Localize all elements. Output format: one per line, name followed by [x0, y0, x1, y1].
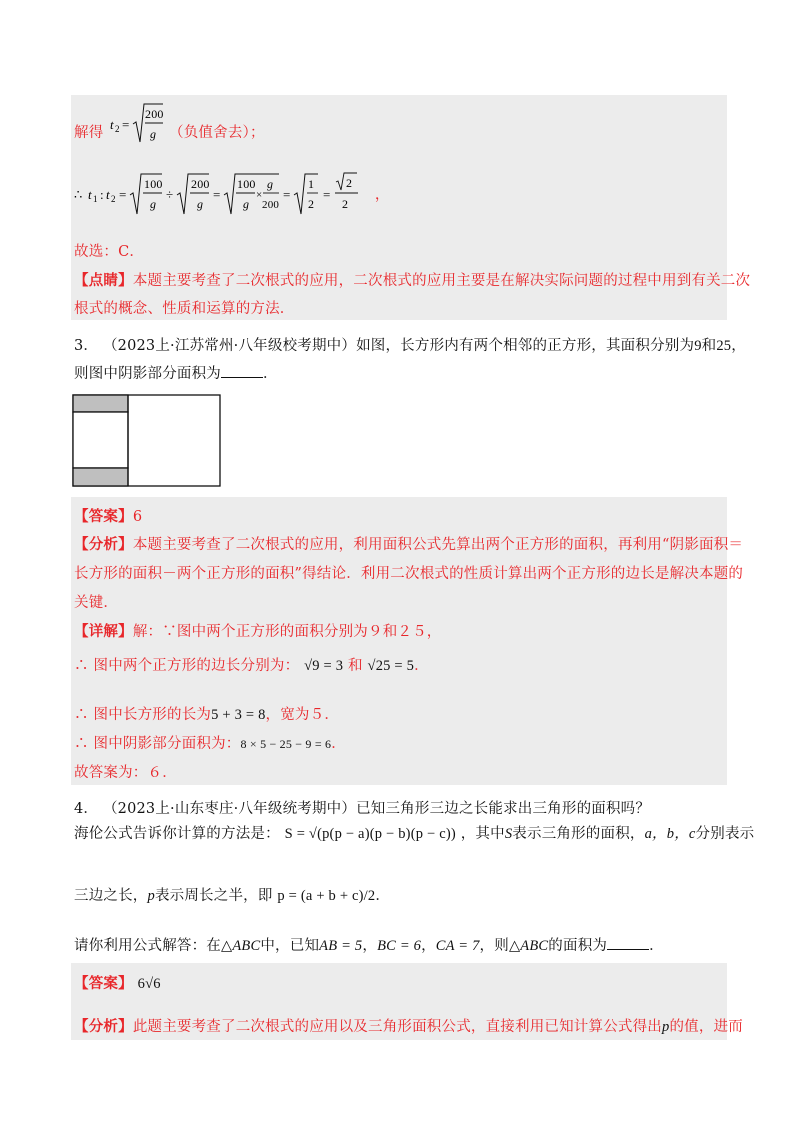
ratio-line	[74, 170, 390, 220]
svg-text:100: 100	[144, 177, 163, 191]
svg-text:g: g	[150, 197, 157, 211]
q4-line4-mid2: ，则	[479, 938, 509, 954]
q4-line3-prefix: 三边之长，	[74, 888, 148, 904]
q4-stem: 已知三角形三边之长能求出三角形的面积吗？	[356, 801, 651, 817]
q3-detail-end: ．	[414, 658, 429, 674]
q4-answer-formula: 6√6	[137, 976, 161, 992]
q3-analysis-line-1	[74, 533, 743, 554]
q4-line3-end: ．	[375, 888, 391, 904]
q3-detail-line-2	[74, 654, 429, 675]
q4-analysis-p: p	[662, 1019, 670, 1035]
sqrt9-formula: √9 = 3	[304, 658, 344, 674]
t2-formula	[108, 102, 164, 148]
q3-detail-text-1: 解：∵图中两个正方形的面积分别为９和２５，	[132, 624, 442, 640]
q4-stem-line-4	[74, 934, 664, 955]
q3-analysis-text-1: 本题主要考查了二次根式的应用，利用面积公式先算出两个正方形的面积，再利用“阴影面积＝	[132, 537, 744, 553]
svg-text:t: t	[106, 187, 110, 202]
svg-text:100: 100	[237, 177, 256, 191]
q3-analysis-line-3: 关键．	[74, 595, 119, 611]
q3-question: 则图中阴影部分面积为	[74, 366, 221, 382]
svg-text:g: g	[197, 197, 204, 211]
svg-text:2: 2	[111, 194, 116, 204]
q3-stem-end: ，	[731, 338, 746, 354]
q4-S: S	[504, 826, 513, 842]
q3-detail-line-4	[74, 732, 346, 753]
q3-source: （2023上·江苏常州·八年级校考期中）	[102, 338, 357, 354]
q4-line2-suffix2: 表示三角形的面积，	[512, 826, 645, 842]
q4-line3-mid: 表示周长之半，即	[154, 888, 273, 904]
svg-text:2: 2	[308, 197, 315, 211]
q3-detail-tag: 【详解】	[74, 623, 133, 640]
shaded-area-formula: 8 × 5 − 25 − 9 = 6	[240, 737, 332, 751]
figure-shaded-top	[73, 395, 128, 412]
q4-analysis-text: 此题主要考查了二次根式的应用以及三角形面积公式，直接利用已知计算公式得出	[132, 1019, 663, 1035]
choice-line: 故选：C．	[74, 244, 145, 260]
q4-line4-mid1: 中，已知	[260, 938, 320, 954]
q3-detail-and: 和	[348, 658, 363, 674]
svg-text:=: =	[323, 187, 331, 202]
q3-detail-text-2: ∴ 图中两个正方形的边长分别为：	[74, 658, 300, 674]
q4-source: （2023上·山东枣庄·八年级统考期中）	[102, 801, 357, 817]
svg-text:2: 2	[115, 124, 120, 134]
svg-text:g: g	[267, 177, 274, 191]
q3-figure	[72, 394, 222, 489]
q4-line4-prefix: 请你利用公式解答：在	[74, 938, 221, 954]
solve-suffix: （负值舍去）；	[169, 125, 265, 141]
svg-text:1: 1	[308, 177, 315, 191]
q3-detail-line-1	[74, 620, 442, 641]
comment-line-1	[74, 269, 750, 290]
q3-area-2: 25	[716, 338, 732, 354]
heron-formula: S = √(p(p − a)(p − b)(p − c))	[284, 826, 456, 842]
q4-sep2: ，	[421, 938, 436, 954]
figure-square-small	[73, 412, 128, 468]
svg-text:t: t	[88, 187, 92, 202]
q4-line4-final: ．	[649, 938, 664, 954]
q3-detail-text-4: ∴ 图中阴影部分面积为：	[74, 736, 241, 752]
q3-answer-tag: 【答案】	[74, 508, 133, 525]
svg-text:∴: ∴	[74, 187, 83, 202]
q3-number: 3．	[74, 338, 99, 354]
q3-answer-blank	[221, 365, 263, 378]
q3-analysis-line-2: 长方形的面积－两个正方形的面积”得结论．利用二次根式的性质计算出两个正方形的边长是解决本题的	[74, 566, 744, 582]
length-formula: 5 + 3 = 8	[211, 707, 266, 723]
svg-text:2: 2	[342, 197, 349, 211]
q3-answer-line	[74, 505, 142, 526]
q3-answer: 6	[132, 509, 143, 525]
q4-line2-suffix1: ，其中	[460, 826, 505, 842]
q4-triangle-2: △ABC	[508, 938, 549, 954]
q4-stem-line-2	[74, 822, 754, 843]
q4-ca: CA = 7	[435, 938, 480, 954]
q4-ab: AB = 5	[319, 938, 363, 954]
semiperimeter-formula: p = (a + b + c)/2	[277, 888, 376, 904]
q3-detail-end-4: ．	[331, 736, 346, 752]
q4-triangle-1: △ABC	[221, 938, 261, 954]
svg-text:g: g	[243, 197, 250, 211]
solve-line	[74, 107, 265, 148]
svg-text:g: g	[150, 127, 157, 141]
q4-answer-tag: 【答案】	[74, 975, 133, 992]
q4-bc: BC = 6	[377, 938, 422, 954]
ratio-formula	[74, 170, 370, 220]
q4-line4-end: 的面积为	[548, 938, 608, 954]
q4-analysis-tag: 【分析】	[74, 1018, 133, 1035]
svg-text:÷: ÷	[166, 187, 174, 202]
q3-stem-line-2	[74, 362, 278, 383]
q3-question-end: ．	[263, 366, 278, 382]
ratio-end: ，	[374, 187, 390, 203]
svg-text:×: ×	[256, 189, 263, 201]
q3-analysis-tag: 【分析】	[74, 536, 133, 553]
q4-answer-line	[74, 972, 161, 993]
svg-text::: :	[100, 187, 104, 202]
q4-number: 4．	[74, 801, 99, 817]
q4-stem-line-3	[74, 884, 390, 905]
comment-tag: 【点睛】	[74, 272, 133, 289]
svg-text:=: =	[122, 117, 130, 132]
q3-final-line: 故答案为：６．	[74, 765, 177, 781]
sqrt25-formula: √25 = 5	[367, 658, 415, 674]
figure-shaded-bottom	[73, 468, 128, 486]
q3-stem-line-1	[74, 334, 746, 355]
q4-line2-suffix3: 分别表示	[695, 826, 755, 842]
q4-analysis-end: 的值，进而	[669, 1019, 743, 1035]
q3-stem: 如图，长方形内有两个相邻的正方形，其面积分别为	[356, 338, 695, 354]
q3-detail-suffix: ，宽为５．	[265, 707, 340, 723]
svg-text:=: =	[283, 187, 291, 202]
q4-analysis-line-1	[74, 1015, 743, 1036]
q4-sep1: ，	[362, 938, 378, 954]
q4-p: p	[147, 888, 155, 904]
solve-prefix: 解得	[74, 125, 104, 141]
q3-area-1: 9	[694, 338, 702, 354]
svg-text:=: =	[213, 187, 221, 202]
q4-line2-prefix: 海伦公式告诉你计算的方法是：	[74, 826, 280, 842]
q3-detail-text-3: ∴ 图中长方形的长为	[74, 707, 212, 723]
q3-and: 和	[701, 338, 717, 354]
comment-line-2: 根式的概念、性质和运算的方法．	[74, 301, 295, 317]
svg-text:=: =	[119, 187, 127, 202]
svg-text:200: 200	[191, 177, 210, 191]
q4-abc: a，b，c	[644, 826, 696, 842]
svg-text:200: 200	[145, 107, 164, 121]
svg-text:t: t	[110, 117, 115, 132]
q4-stem-line-1	[74, 797, 650, 818]
comment-text-1: 本题主要考查了二次根式的应用，二次根式的应用主要是在解决实际问题的过程中用到有关二次	[132, 273, 751, 289]
q3-detail-line-3	[74, 703, 339, 724]
svg-text:1: 1	[93, 194, 98, 204]
svg-text:2: 2	[346, 176, 353, 190]
svg-text:200: 200	[262, 199, 280, 211]
q4-answer-blank	[607, 937, 649, 950]
